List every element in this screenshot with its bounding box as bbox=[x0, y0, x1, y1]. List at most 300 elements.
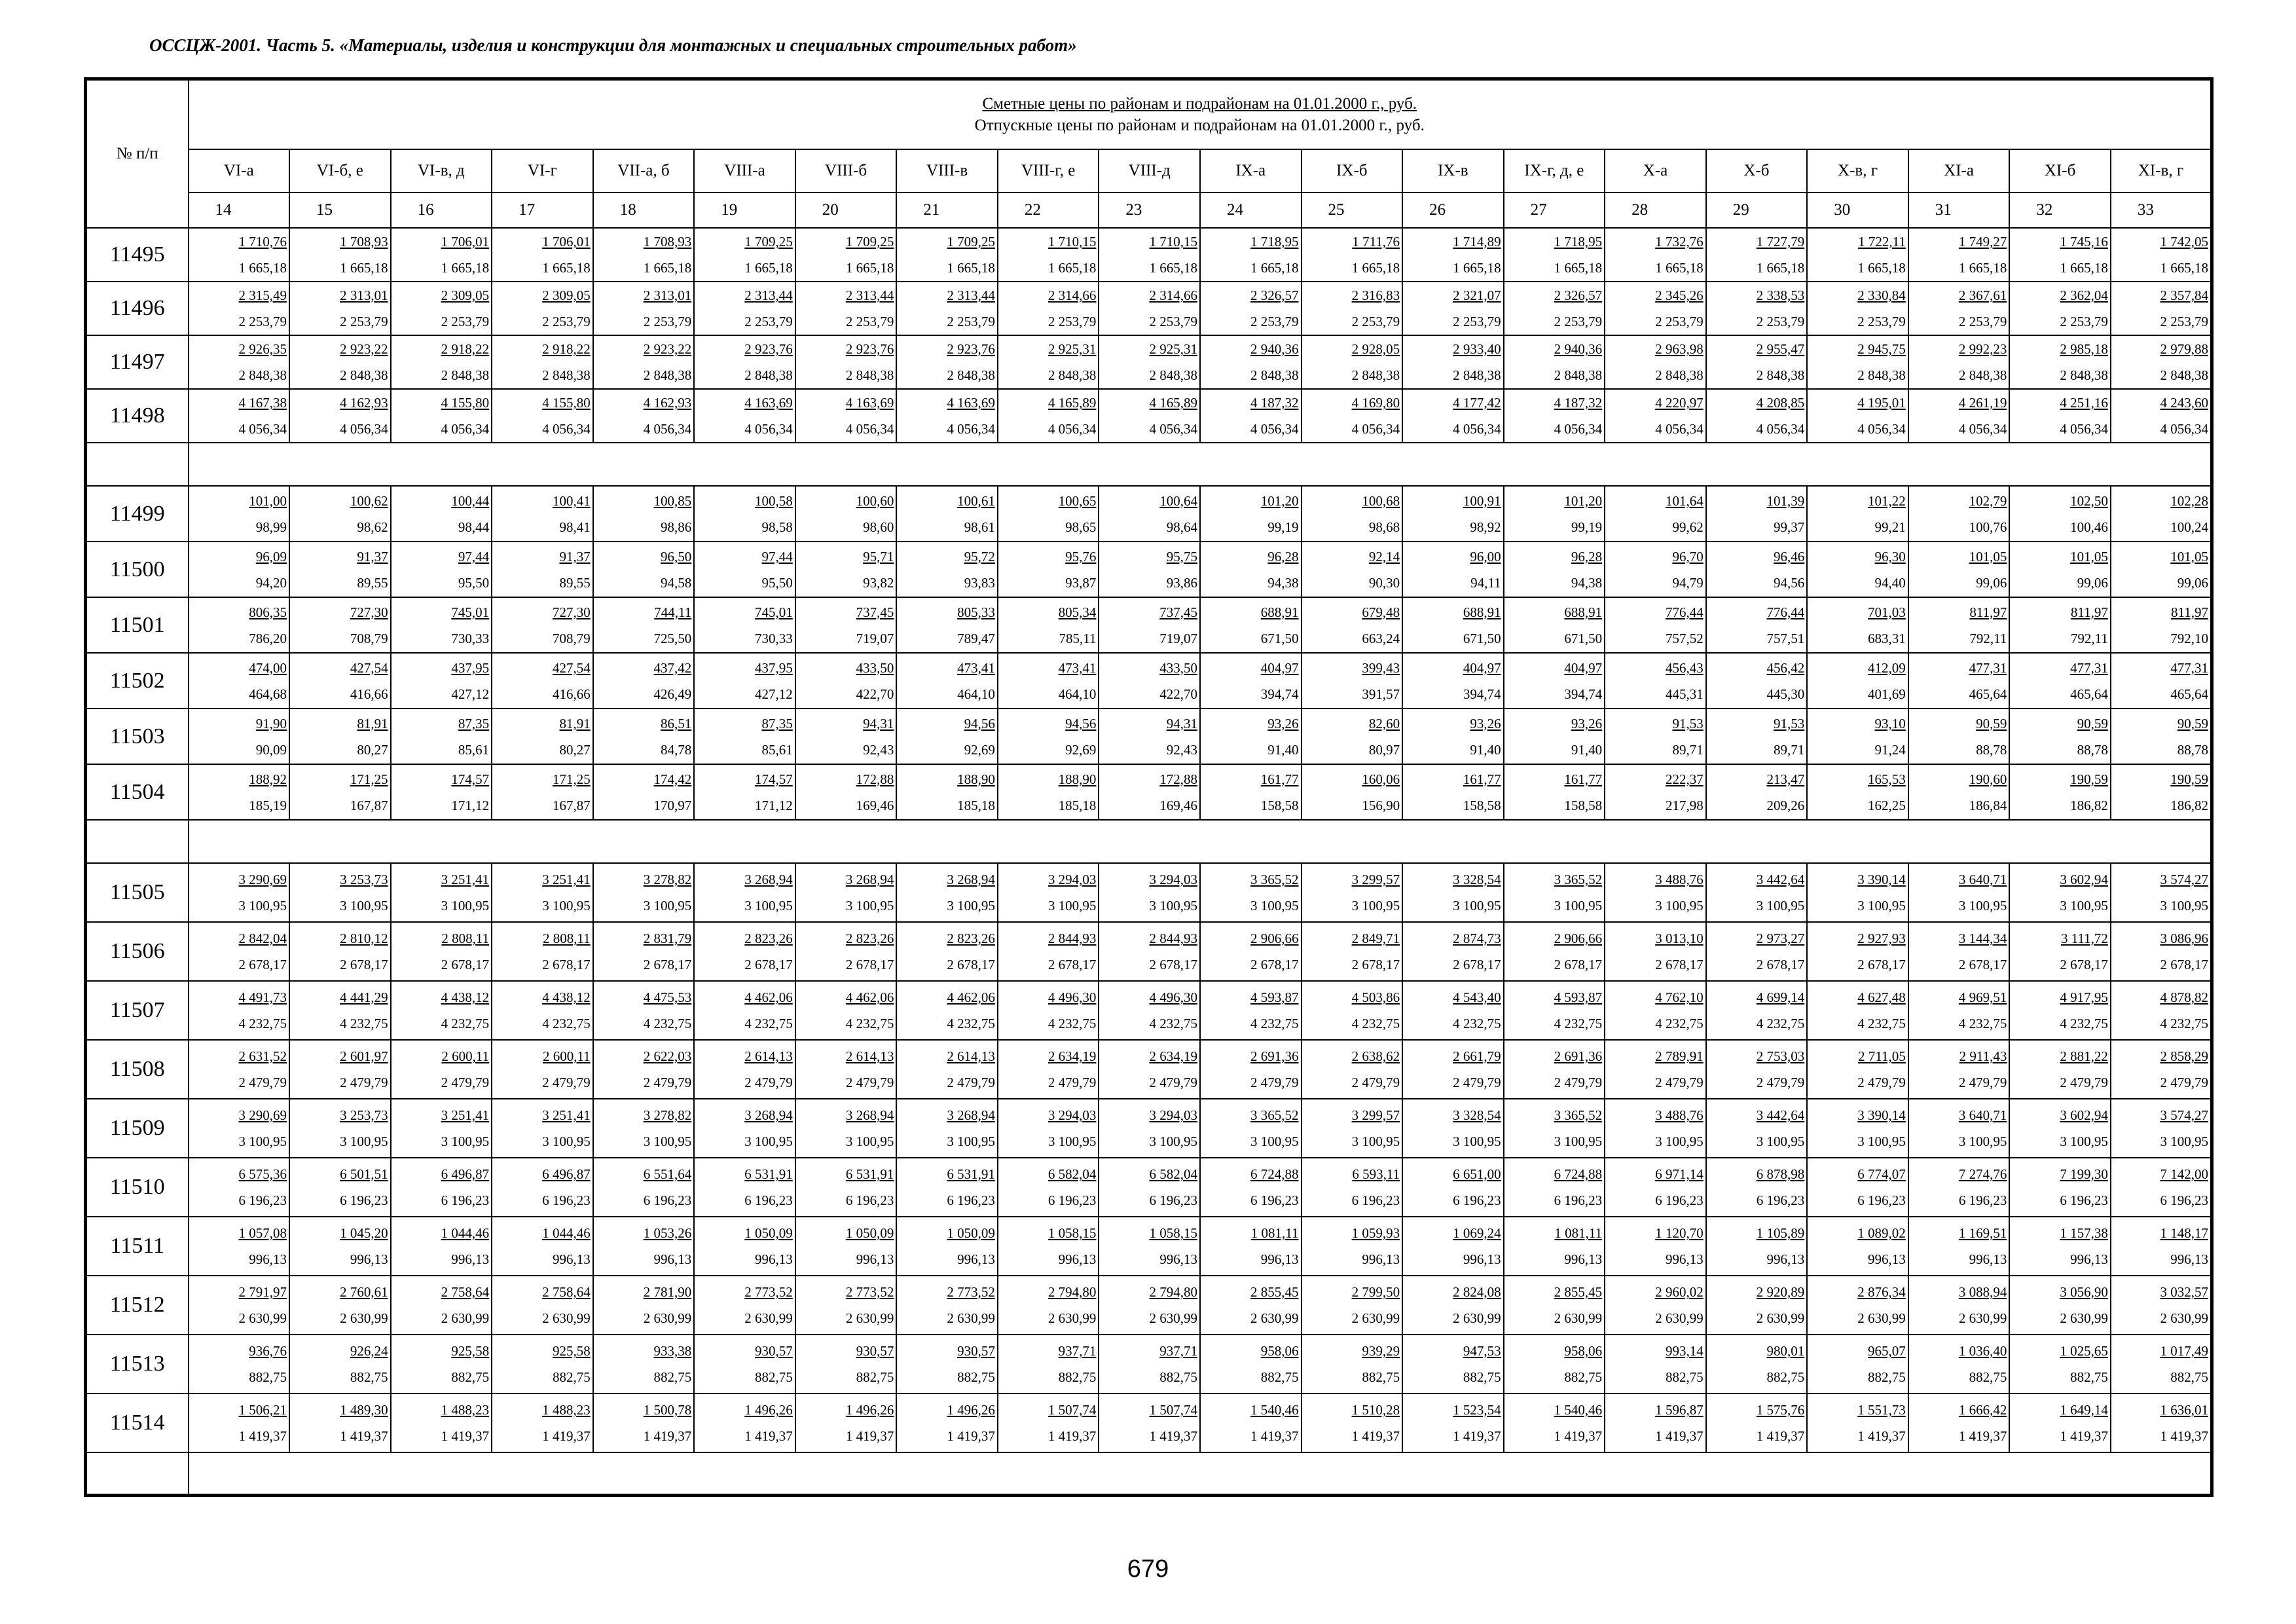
estimated-price: 100,85 bbox=[653, 492, 692, 509]
wholesale-price: 84,78 bbox=[660, 741, 692, 758]
estimated-price: 437,42 bbox=[653, 659, 692, 676]
wholesale-price: 1 419,37 bbox=[1756, 1428, 1805, 1444]
estimated-price: 2 911,43 bbox=[1959, 1048, 2007, 1064]
estimated-price: 4 163,69 bbox=[845, 395, 894, 411]
price-cell bbox=[694, 228, 795, 282]
wholesale-price: 2 479,79 bbox=[1149, 1075, 1197, 1090]
wholesale-price: 2 479,79 bbox=[1554, 1075, 1603, 1090]
wholesale-price: 416,66 bbox=[350, 686, 388, 702]
price-cell bbox=[998, 1158, 1099, 1217]
price-cell bbox=[492, 1158, 593, 1217]
estimated-price: 2 638,62 bbox=[1351, 1048, 1400, 1064]
estimated-price: 95,72 bbox=[964, 548, 995, 564]
wholesale-price: 3 100,95 bbox=[1857, 898, 1906, 913]
price-cell bbox=[391, 597, 492, 653]
wholesale-price: 2 479,79 bbox=[1250, 1075, 1299, 1090]
price-cell bbox=[1706, 764, 1808, 820]
price-cell bbox=[593, 335, 695, 389]
wholesale-price: 1 419,37 bbox=[542, 1428, 591, 1444]
wholesale-price: 2 479,79 bbox=[1958, 1075, 2007, 1090]
estimated-price: 161,77 bbox=[1260, 771, 1299, 787]
wholesale-price: 996,13 bbox=[1159, 1251, 1197, 1267]
row-id: 11511 bbox=[86, 1217, 189, 1276]
estimated-price: 1 148,17 bbox=[2160, 1225, 2208, 1241]
price-cell bbox=[795, 282, 897, 335]
price-cell bbox=[189, 389, 290, 443]
estimated-price: 3 602,94 bbox=[2060, 1107, 2108, 1123]
estimated-price: 190,60 bbox=[1969, 771, 2007, 787]
estimated-price: 97,44 bbox=[458, 548, 490, 564]
wholesale-price: 996,13 bbox=[451, 1251, 490, 1267]
price-cell bbox=[391, 709, 492, 764]
estimated-price: 1 081,11 bbox=[1250, 1225, 1299, 1241]
wholesale-price: 882,75 bbox=[957, 1369, 995, 1385]
price-cell bbox=[1908, 1040, 2010, 1099]
price-cell bbox=[1504, 486, 1605, 542]
price-cell bbox=[795, 1158, 897, 1217]
price-cell bbox=[694, 486, 795, 542]
price-cell bbox=[1302, 335, 1403, 389]
price-cell bbox=[998, 922, 1099, 981]
estimated-price: 3 111,72 bbox=[2060, 931, 2108, 946]
wholesale-price: 2 848,38 bbox=[1149, 367, 1197, 383]
table-row bbox=[86, 542, 2212, 597]
price-cell bbox=[1807, 335, 1908, 389]
wholesale-price: 1 419,37 bbox=[643, 1428, 692, 1444]
wholesale-price: 426,49 bbox=[653, 686, 692, 702]
estimated-price: 93,26 bbox=[1267, 715, 1299, 731]
price-cell bbox=[896, 981, 998, 1040]
wholesale-price: 2 848,38 bbox=[1958, 367, 2007, 383]
table-row bbox=[86, 981, 2212, 1040]
estimated-price: 937,71 bbox=[1058, 1343, 1097, 1359]
wholesale-price: 2 253,79 bbox=[1857, 314, 1906, 329]
estimated-price: 6 724,88 bbox=[1554, 1166, 1603, 1182]
wholesale-price: 93,86 bbox=[1166, 574, 1197, 591]
estimated-price: 1 507,74 bbox=[1149, 1402, 1197, 1418]
wholesale-price: 3 100,95 bbox=[441, 1134, 490, 1149]
wholesale-price: 6 196,23 bbox=[1655, 1192, 1704, 1208]
estimated-price: 3 442,64 bbox=[1756, 872, 1805, 887]
wholesale-price: 427,12 bbox=[451, 686, 490, 702]
estimated-price: 688,91 bbox=[1260, 604, 1299, 620]
price-cell bbox=[998, 863, 1099, 922]
estimated-price: 2 808,11 bbox=[441, 931, 490, 946]
estimated-price: 101,20 bbox=[1564, 492, 1603, 509]
wholesale-price: 156,90 bbox=[1362, 797, 1400, 813]
wholesale-price: 4 056,34 bbox=[1756, 421, 1805, 437]
estimated-price: 456,42 bbox=[1766, 659, 1805, 676]
wholesale-price: 2 479,79 bbox=[1756, 1075, 1805, 1090]
price-cell bbox=[189, 542, 290, 597]
estimated-price: 412,09 bbox=[1868, 659, 1906, 676]
wholesale-price: 4 056,34 bbox=[845, 421, 894, 437]
wholesale-price: 3 100,95 bbox=[340, 1134, 388, 1149]
estimated-price: 3 290,69 bbox=[238, 872, 287, 887]
price-cell bbox=[492, 389, 593, 443]
estimated-price: 3 268,94 bbox=[744, 872, 793, 887]
row-id: 11508 bbox=[86, 1040, 189, 1099]
price-cell bbox=[391, 1099, 492, 1158]
estimated-price: 1 727,79 bbox=[1756, 234, 1805, 249]
wholesale-price: 2 848,38 bbox=[542, 367, 591, 383]
estimated-price: 4 162,93 bbox=[643, 395, 692, 411]
estimated-price: 2 960,02 bbox=[1655, 1284, 1704, 1300]
price-cell bbox=[1099, 1158, 1200, 1217]
price-cell bbox=[289, 542, 391, 597]
wholesale-price: 2 630,99 bbox=[340, 1310, 388, 1326]
wholesale-price: 1 419,37 bbox=[340, 1428, 388, 1444]
estimated-price: 737,45 bbox=[856, 604, 894, 620]
price-cell bbox=[189, 1040, 290, 1099]
price-cell bbox=[795, 486, 897, 542]
price-cell bbox=[1402, 922, 1504, 981]
estimated-price: 91,37 bbox=[559, 548, 591, 564]
estimated-price: 2 313,44 bbox=[744, 287, 793, 303]
price-cell bbox=[1402, 1217, 1504, 1276]
price-cell bbox=[391, 389, 492, 443]
wholesale-price: 2 848,38 bbox=[1453, 367, 1501, 383]
price-cell bbox=[795, 709, 897, 764]
region-header: XI-в, г bbox=[2111, 149, 2212, 193]
estimated-price: 2 842,04 bbox=[238, 931, 287, 946]
wholesale-price: 2 253,79 bbox=[1048, 314, 1097, 329]
price-cell bbox=[998, 1217, 1099, 1276]
estimated-price: 4 169,80 bbox=[1351, 395, 1400, 411]
price-cell bbox=[1504, 764, 1605, 820]
wholesale-price: 792,11 bbox=[1969, 630, 2007, 646]
wholesale-price: 2 253,79 bbox=[340, 314, 388, 329]
wholesale-price: 391,57 bbox=[1362, 686, 1400, 702]
price-cell bbox=[391, 1158, 492, 1217]
estimated-price: 3 365,52 bbox=[1250, 1107, 1299, 1123]
wholesale-price: 3 100,95 bbox=[845, 1134, 894, 1149]
wholesale-price: 1 665,18 bbox=[1453, 260, 1501, 276]
price-cell bbox=[2009, 1393, 2111, 1452]
price-cell bbox=[1908, 922, 2010, 981]
row-id: 11507 bbox=[86, 981, 189, 1040]
wholesale-price: 4 056,34 bbox=[441, 421, 490, 437]
wholesale-price: 95,50 bbox=[458, 574, 490, 591]
region-header: XI-б bbox=[2009, 149, 2111, 193]
wholesale-price: 4 232,75 bbox=[947, 1016, 995, 1031]
estimated-price: 4 177,42 bbox=[1453, 395, 1501, 411]
price-cell bbox=[2111, 282, 2212, 335]
estimated-price: 2 925,31 bbox=[1048, 341, 1097, 357]
column-number: 18 bbox=[593, 193, 695, 228]
estimated-price: 6 651,00 bbox=[1453, 1166, 1501, 1182]
wholesale-price: 3 100,95 bbox=[643, 898, 692, 913]
price-cell bbox=[2009, 228, 2111, 282]
price-cell bbox=[1706, 1099, 1808, 1158]
wholesale-price: 4 232,75 bbox=[238, 1016, 287, 1031]
price-cell bbox=[795, 863, 897, 922]
estimated-price: 2 876,34 bbox=[1857, 1284, 1906, 1300]
price-cell bbox=[1807, 1217, 1908, 1276]
wholesale-price: 167,87 bbox=[350, 797, 388, 813]
estimated-price: 679,48 bbox=[1362, 604, 1400, 620]
wholesale-price: 100,76 bbox=[1969, 519, 2007, 535]
estimated-price: 100,44 bbox=[451, 492, 490, 509]
estimated-price: 4 475,53 bbox=[643, 989, 692, 1005]
row-id: 11500 bbox=[86, 542, 189, 597]
wholesale-price: 158,58 bbox=[1564, 797, 1603, 813]
wholesale-price: 2 253,79 bbox=[1958, 314, 2007, 329]
row-id: 11503 bbox=[86, 709, 189, 764]
estimated-price: 2 691,36 bbox=[1554, 1048, 1603, 1064]
wholesale-price: 663,24 bbox=[1362, 630, 1400, 646]
estimated-price: 947,53 bbox=[1463, 1343, 1501, 1359]
wholesale-price: 1 419,37 bbox=[1453, 1428, 1501, 1444]
separator-row bbox=[86, 1452, 2212, 1496]
price-cell bbox=[492, 1276, 593, 1335]
wholesale-price: 6 196,23 bbox=[1048, 1192, 1097, 1208]
estimated-price: 3 640,71 bbox=[1958, 872, 2007, 887]
wholesale-price: 671,50 bbox=[1463, 630, 1501, 646]
price-cell bbox=[289, 981, 391, 1040]
wholesale-price: 89,71 bbox=[1672, 741, 1704, 758]
estimated-price: 1 709,25 bbox=[947, 234, 995, 249]
estimated-price: 101,20 bbox=[1260, 492, 1299, 509]
price-cell bbox=[998, 1040, 1099, 1099]
wholesale-price: 3 100,95 bbox=[1048, 898, 1097, 913]
wholesale-price: 708,79 bbox=[350, 630, 388, 646]
price-cell bbox=[1706, 1158, 1808, 1217]
estimated-price: 3 299,57 bbox=[1351, 1107, 1400, 1123]
wholesale-price: 94,56 bbox=[1774, 574, 1805, 591]
price-cell bbox=[1402, 709, 1504, 764]
wholesale-price: 882,75 bbox=[451, 1369, 490, 1385]
estimated-price: 2 357,84 bbox=[2160, 287, 2208, 303]
wholesale-price: 89,55 bbox=[559, 574, 591, 591]
column-number: 24 bbox=[1200, 193, 1302, 228]
price-cell bbox=[593, 922, 695, 981]
table-row bbox=[86, 1393, 2212, 1452]
wholesale-price: 1 419,37 bbox=[1149, 1428, 1197, 1444]
wholesale-price: 162,25 bbox=[1868, 797, 1906, 813]
estimated-price: 1 157,38 bbox=[2060, 1225, 2108, 1241]
wholesale-price: 2 848,38 bbox=[744, 367, 793, 383]
estimated-price: 3 602,94 bbox=[2060, 872, 2108, 887]
wholesale-price: 98,60 bbox=[863, 519, 894, 535]
price-cell bbox=[189, 1393, 290, 1452]
wholesale-price: 186,82 bbox=[2170, 797, 2208, 813]
wholesale-price: 2 678,17 bbox=[1453, 957, 1501, 972]
wholesale-price: 2 630,99 bbox=[2060, 1310, 2108, 1326]
column-number: 28 bbox=[1605, 193, 1706, 228]
estimated-price: 1 496,26 bbox=[744, 1402, 793, 1418]
estimated-price: 1 709,25 bbox=[845, 234, 894, 249]
price-cell bbox=[1605, 282, 1706, 335]
estimated-price: 2 926,35 bbox=[238, 341, 287, 357]
price-cell bbox=[593, 709, 695, 764]
wholesale-price: 1 665,18 bbox=[1958, 260, 2007, 276]
estimated-price: 2 855,45 bbox=[1554, 1284, 1603, 1300]
wholesale-price: 2 630,99 bbox=[1149, 1310, 1197, 1326]
estimated-price: 4 593,87 bbox=[1250, 989, 1299, 1005]
region-header: VIII-а bbox=[694, 149, 795, 193]
price-cell bbox=[694, 709, 795, 764]
price-cell bbox=[694, 653, 795, 709]
estimated-price: 6 496,87 bbox=[441, 1166, 490, 1182]
price-cell bbox=[896, 597, 998, 653]
price-cell bbox=[2111, 1040, 2212, 1099]
price-cell bbox=[1099, 1217, 1200, 1276]
estimated-price: 96,30 bbox=[1874, 548, 1906, 564]
price-cell bbox=[391, 1393, 492, 1452]
estimated-price: 3 294,03 bbox=[1048, 872, 1097, 887]
estimated-price: 100,62 bbox=[350, 492, 388, 509]
estimated-price: 2 600,11 bbox=[542, 1048, 591, 1064]
wholesale-price: 2 630,99 bbox=[1351, 1310, 1400, 1326]
price-cell bbox=[1302, 1040, 1403, 1099]
wholesale-price: 996,13 bbox=[957, 1251, 995, 1267]
price-cell bbox=[1099, 1276, 1200, 1335]
estimated-price: 161,77 bbox=[1463, 771, 1501, 787]
estimated-price: 3 294,03 bbox=[1149, 1107, 1197, 1123]
estimated-price: 4 438,12 bbox=[542, 989, 591, 1005]
estimated-price: 3 328,54 bbox=[1453, 872, 1501, 887]
price-cell bbox=[189, 922, 290, 981]
estimated-price: 172,88 bbox=[856, 771, 894, 787]
price-cell bbox=[1402, 1335, 1504, 1393]
estimated-price: 94,31 bbox=[863, 715, 894, 731]
wholesale-price: 4 232,75 bbox=[1655, 1016, 1704, 1031]
column-number: 29 bbox=[1706, 193, 1808, 228]
wholesale-price: 3 100,95 bbox=[1149, 1134, 1197, 1149]
wholesale-price: 2 848,38 bbox=[643, 367, 692, 383]
wholesale-price: 394,74 bbox=[1564, 686, 1603, 702]
estimated-price: 2 601,97 bbox=[340, 1048, 388, 1064]
price-cell bbox=[1504, 1099, 1605, 1158]
price-cell bbox=[896, 1158, 998, 1217]
wholesale-price: 217,98 bbox=[1665, 797, 1704, 813]
price-cell bbox=[896, 228, 998, 282]
estimated-price: 4 496,30 bbox=[1048, 989, 1097, 1005]
wholesale-price: 98,68 bbox=[1368, 519, 1400, 535]
wholesale-price: 171,12 bbox=[755, 797, 793, 813]
estimated-price: 3 253,73 bbox=[340, 872, 388, 887]
price-cell bbox=[1706, 597, 1808, 653]
price-cell bbox=[998, 764, 1099, 820]
estimated-price: 101,05 bbox=[2070, 548, 2108, 564]
price-cell bbox=[593, 486, 695, 542]
wholesale-price: 3 100,95 bbox=[1453, 1134, 1501, 1149]
estimated-price: 4 155,80 bbox=[542, 395, 591, 411]
estimated-price: 3 251,41 bbox=[542, 872, 591, 887]
price-cell bbox=[1504, 863, 1605, 922]
estimated-price: 2 985,18 bbox=[2060, 341, 2108, 357]
price-cell bbox=[1402, 597, 1504, 653]
price-cell bbox=[289, 335, 391, 389]
wholesale-price: 996,13 bbox=[1463, 1251, 1501, 1267]
price-cell bbox=[1706, 1276, 1808, 1335]
estimated-price: 477,31 bbox=[2070, 659, 2108, 676]
price-cell bbox=[1908, 335, 2010, 389]
wholesale-price: 6 196,23 bbox=[1453, 1192, 1501, 1208]
price-cell bbox=[492, 1217, 593, 1276]
estimated-price: 1 507,74 bbox=[1048, 1402, 1097, 1418]
wholesale-price: 99,06 bbox=[1976, 574, 2007, 591]
wholesale-price: 185,18 bbox=[957, 797, 995, 813]
price-cell bbox=[2111, 1217, 2212, 1276]
estimated-price: 427,54 bbox=[350, 659, 388, 676]
wholesale-price: 2 630,99 bbox=[744, 1310, 793, 1326]
estimated-price: 404,97 bbox=[1463, 659, 1501, 676]
estimated-price: 3 278,82 bbox=[643, 1107, 692, 1123]
estimated-price: 1 540,46 bbox=[1554, 1402, 1603, 1418]
price-cell bbox=[1807, 1158, 1908, 1217]
wholesale-price: 2 253,79 bbox=[947, 314, 995, 329]
estimated-price: 97,44 bbox=[761, 548, 793, 564]
estimated-price: 2 823,26 bbox=[845, 931, 894, 946]
wholesale-price: 3 100,95 bbox=[1756, 898, 1805, 913]
estimated-price: 776,44 bbox=[1766, 604, 1805, 620]
wholesale-price: 882,75 bbox=[1969, 1369, 2007, 1385]
price-cell bbox=[1807, 1393, 1908, 1452]
row-number-header: № п/п bbox=[86, 79, 189, 229]
estimated-price: 96,00 bbox=[1470, 548, 1501, 564]
price-cell bbox=[1099, 709, 1200, 764]
wholesale-price: 2 848,38 bbox=[1554, 367, 1603, 383]
region-header: VIII-в bbox=[896, 149, 998, 193]
price-cell bbox=[795, 1099, 897, 1158]
wholesale-price: 2 630,99 bbox=[643, 1310, 692, 1326]
wholesale-price: 1 665,18 bbox=[1250, 260, 1299, 276]
price-cell bbox=[189, 1217, 290, 1276]
price-cell bbox=[492, 542, 593, 597]
estimated-price: 2 923,22 bbox=[643, 341, 692, 357]
estimated-price: 4 699,14 bbox=[1756, 989, 1805, 1005]
wholesale-price: 3 100,95 bbox=[1149, 898, 1197, 913]
wholesale-price: 3 100,95 bbox=[1351, 898, 1400, 913]
price-cell bbox=[998, 389, 1099, 443]
estimated-price: 100,68 bbox=[1362, 492, 1400, 509]
price-cell bbox=[1302, 981, 1403, 1040]
estimated-price: 2 923,76 bbox=[744, 341, 793, 357]
region-header: X-а bbox=[1605, 149, 1706, 193]
price-cell bbox=[289, 653, 391, 709]
estimated-price: 6 724,88 bbox=[1250, 1166, 1299, 1182]
wholesale-price: 98,92 bbox=[1470, 519, 1501, 535]
price-cell bbox=[1504, 653, 1605, 709]
price-cell bbox=[1504, 389, 1605, 443]
estimated-price: 222,37 bbox=[1665, 771, 1704, 787]
wholesale-price: 730,33 bbox=[451, 630, 490, 646]
column-number: 30 bbox=[1807, 193, 1908, 228]
estimated-price: 688,91 bbox=[1564, 604, 1603, 620]
wholesale-price: 445,31 bbox=[1665, 686, 1704, 702]
price-cell bbox=[1099, 981, 1200, 1040]
estimated-price: 958,06 bbox=[1260, 1343, 1299, 1359]
price-cell bbox=[391, 1040, 492, 1099]
wholesale-price: 2 253,79 bbox=[1756, 314, 1805, 329]
wholesale-price: 4 056,34 bbox=[340, 421, 388, 437]
estimated-price: 2 314,66 bbox=[1149, 287, 1197, 303]
price-cell bbox=[1302, 1335, 1403, 1393]
wholesale-price: 89,55 bbox=[357, 574, 388, 591]
price-cell bbox=[2111, 486, 2212, 542]
wholesale-price: 1 665,18 bbox=[845, 260, 894, 276]
column-number: 17 bbox=[492, 193, 593, 228]
price-cell bbox=[795, 1393, 897, 1452]
wholesale-price: 3 100,95 bbox=[542, 1134, 591, 1149]
price-cell bbox=[694, 597, 795, 653]
wholesale-price: 2 479,79 bbox=[340, 1075, 388, 1090]
wholesale-price: 4 232,75 bbox=[1958, 1016, 2007, 1031]
estimated-price: 3 268,94 bbox=[947, 1107, 995, 1123]
estimated-price: 160,06 bbox=[1362, 771, 1400, 787]
